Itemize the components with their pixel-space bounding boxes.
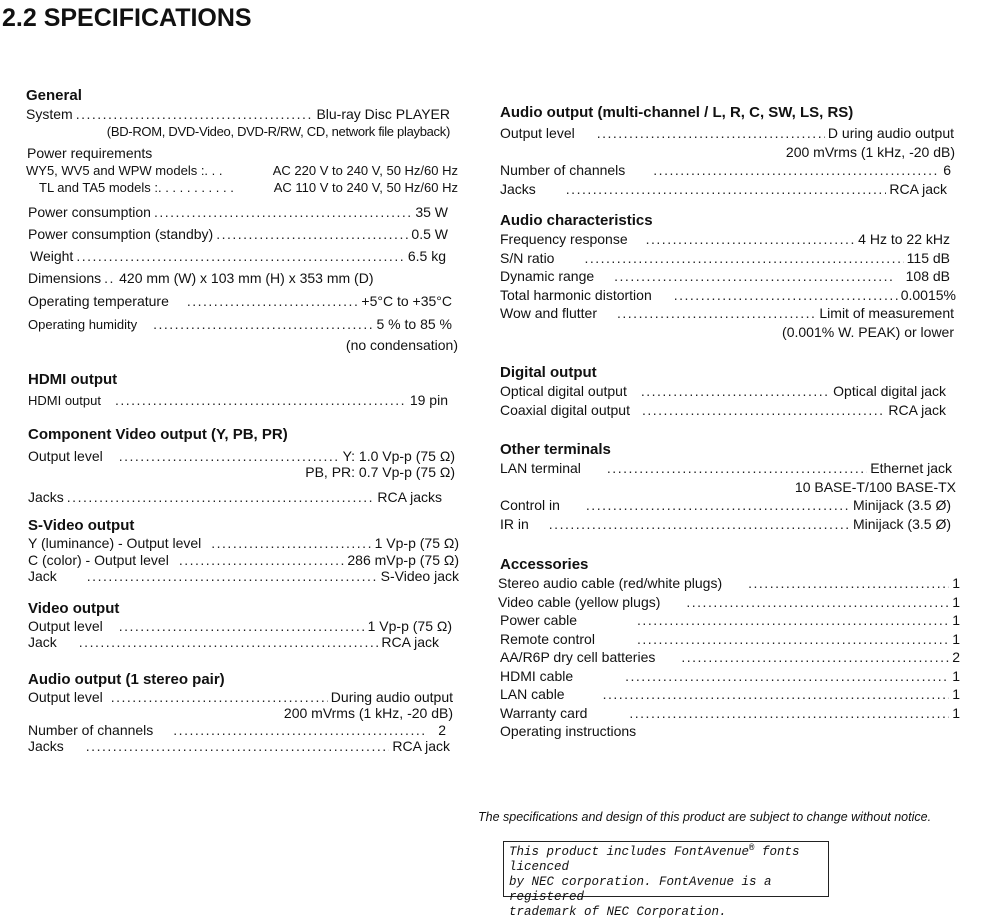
spec-row-standby [28,223,448,245]
spec-value: 1 [952,630,960,647]
spec-row-stereo-jacks [28,738,450,755]
spec-value: 1 [952,612,960,628]
spec-value: 0.0015% [900,286,956,303]
spec-value: 108 dB [905,268,950,284]
spec-value: +5°C to +35°C [361,293,452,309]
section-audio-stereo [28,670,460,755]
spec-value: 1 [952,575,960,591]
spec-row-wow [500,304,954,323]
spec-row-control-in [500,496,951,515]
spec-label: Coaxial digital output [500,401,630,418]
spec-value: 115 dB [906,249,950,266]
accessory-item [498,574,960,593]
spec-row-system [26,105,450,124]
spec-value: RCA jacks [377,488,442,505]
spec-value: 420 mm (W) x 103 mm (H) x 353 mm (D) [119,270,374,286]
spec-label: Power consumption [28,204,151,220]
spec-label: Power consumption (standby) [28,226,214,242]
accessory-item [500,667,960,686]
leader-dots [111,689,328,706]
leader-dots [641,382,830,401]
leader-dots [653,161,940,180]
spec-value: Blu-ray Disc PLAYER [316,106,450,122]
spec-label: IR in [500,515,529,532]
spec-row-multi-channels [500,161,951,180]
page-title: 2.2 SPECIFICATIONS [2,4,252,32]
spec-row-optical [500,382,946,401]
section-title-hdmi: HDMI output [28,370,118,388]
spec-label: Jacks [28,738,64,754]
section-title-svideo: S-Video output [28,517,135,534]
accessory-item: Operating instructions [500,723,637,739]
spec-value: RCA jack [889,180,947,197]
spec-row-thd [500,286,956,305]
power-requirements-label: Power requirements [27,145,153,161]
right-column [500,103,962,741]
section-svideo [28,516,460,585]
section-title-audio-characteristics: Audio characteristics [500,212,653,229]
spec-label: Number of channels [28,721,154,738]
spec-value: Limit of measurement [819,305,954,321]
spec-label: TL and TA5 models :. . . . . . . . . . . [39,180,234,195]
spec-continuation: (0.001% W. PEAK) or lower [782,323,954,340]
leader-dots [173,722,426,739]
leader-dots [686,593,949,612]
spec-value: 4 Hz to 22 kHz [858,231,950,247]
spec-continuation: PB, PR: 0.7 Vp-p (75 Ω) [305,464,455,480]
spec-row-video-level [28,618,452,635]
spec-label: HDMI cable [500,667,574,684]
spec-label: Y (luminance) - Output level [28,535,202,551]
spec-label: Control in [500,497,560,513]
leader-dots [607,459,867,478]
leader-dots [87,568,378,585]
spec-label: Operating temperature [28,293,169,309]
spec-continuation: (no condensation) [345,337,458,353]
leader-dots [549,515,850,534]
spec-value: Y: 1.0 Vp-p (75 Ω) [342,447,455,464]
accessory-item [500,648,960,667]
spec-continuation: 10 BASE-T/100 BASE-TX [794,478,956,495]
spec-row-dynamic-range [500,267,950,286]
leader-dots [187,290,359,313]
spec-continuation: 200 mVrms (1 kHz, -20 dB) [785,143,955,160]
spec-label: Power cable [500,612,578,628]
accessory-item [498,593,960,612]
general-details [28,201,460,355]
leader-dots [79,634,379,651]
spec-value: 35 W [415,204,448,220]
spec-row-stereo-level [28,689,453,706]
accessory-item [500,630,960,649]
spec-label: System [26,106,73,122]
leader-dots [637,630,949,649]
registered-mark: ® [749,842,755,853]
section-title-general: General [26,87,82,104]
spec-row-svideo-c [28,552,459,569]
accessory-item [500,685,960,704]
section-component [28,425,460,507]
accessory-item [500,611,960,630]
spec-label: Number of channels [500,162,626,178]
spec-row-video-jack [28,634,439,651]
spec-label: Output level [500,125,575,141]
spec-label: S/N ratio [500,249,555,266]
spec-row-component-jacks [28,488,442,507]
leader-dots [748,574,949,593]
spec-value: D uring audio output [827,125,954,141]
leader-dots [625,667,949,686]
spec-value: 1 [952,704,960,721]
spec-row-lan [500,459,952,478]
leader-dots [642,401,885,420]
credit-line [509,842,823,875]
leader-dots [566,180,887,199]
leader-dots [637,611,949,630]
spec-row-temperature [28,290,452,313]
spec-label: Dynamic range [500,268,595,284]
leader-dots [119,618,365,635]
spec-value: Minijack (3.5 Ø) [852,497,951,513]
section-general [26,86,460,196]
spec-value: S-Video jack [380,568,459,584]
spec-label: C (color) - Output level [28,551,169,568]
spec-label: Frequency response [500,231,628,247]
spec-continuation: 200 mVrms (1 kHz, -20 dB) [283,705,453,721]
spec-continuation: (BD-ROM, DVD-Video, DVD-R/RW, CD, network file playback) [106,123,450,139]
leader-dots [115,389,407,411]
leader-dots [603,685,950,704]
font-credit-box [503,841,829,919]
spec-value: 2 [438,721,446,738]
section-title-component: Component Video output (Y, PB, PR) [28,425,288,443]
spec-label: AA/R6P dry cell batteries [500,649,656,665]
leader-dots [76,105,314,124]
section-audio-characteristics [500,211,962,341]
spec-row-svideo-jack [28,568,459,585]
spec-value: 1 Vp-p (75 Ω) [367,617,452,634]
spec-label: LAN cable [500,686,565,702]
spec-label: Dimensions [28,270,102,286]
spec-row-power [28,201,448,223]
spec-value: 1 [952,667,960,684]
section-title-audio-multi: Audio output (multi-channel / L, R, C, SW, LS, RS) [500,104,854,121]
spec-label: Jack [28,568,57,584]
spec-row-frequency [500,230,950,249]
section-title-video: Video output [28,599,120,617]
spec-row-sn [500,249,950,268]
leader-dots [646,230,856,249]
section-hdmi [28,370,460,412]
spec-label: Jacks [500,180,536,197]
spec-label: WY5, WV5 and WPW models :. . . [26,163,223,178]
credit-text: fonts licenced [509,845,800,874]
spec-row-dimensions [28,267,455,290]
left-column [28,86,460,755]
leader-dots [211,535,371,552]
credit-text: This product includes FontAvenue [509,845,750,859]
spec-label: HDMI output [28,392,101,408]
spec-label: Output level [28,447,103,464]
spec-row-multi-jacks [500,180,947,199]
spec-value: 1 Vp-p (75 Ω) [374,535,459,551]
section-title-audio-stereo: Audio output (1 stereo pair) [28,670,225,688]
spec-row-ir-in [500,515,951,534]
spec-row-svideo-y [28,535,459,552]
spec-value: RCA jack [381,634,439,650]
spec-label: Wow and flutter [500,305,598,321]
spec-value: During audio output [330,688,453,705]
leader-dots [179,552,345,569]
leader-dots [674,286,898,305]
leader-dots [597,124,825,143]
spec-value: RCA jack [888,401,946,418]
spec-row-weight [28,245,446,267]
spec-row-hdmi [28,389,448,412]
spec-row-stereo-channels [28,722,446,739]
spec-value: 2 [952,649,960,665]
spec-label: Output level [28,688,103,705]
spec-value: 6.5 kg [407,248,446,264]
spec-value: Ethernet jack [870,460,952,476]
leader-dots [154,201,412,223]
leader-dots [104,267,116,290]
spec-value: 5 % to 85 % [376,316,452,332]
leader-dots [153,313,373,336]
spec-value: Optical digital jack [833,383,946,399]
spec-label: Weight [30,248,74,264]
section-title-digital: Digital output [500,364,597,381]
spec-row-coaxial [500,401,946,420]
spec-row-tl [26,179,458,196]
credit-line: by NEC corporation. FontAvenue is a registered [509,875,772,904]
section-accessories [500,555,962,741]
spec-row-multi-level [500,124,954,143]
section-title-accessories: Accessories [500,556,589,573]
spec-value: 1 [952,593,960,610]
spec-row-humidity [28,313,452,336]
spec-label: Warranty card [500,704,588,721]
spec-label: Output level [28,617,103,634]
spec-label: Jacks [28,488,64,505]
spec-row-wy5 [26,162,458,179]
section-digital [500,363,962,419]
change-notice: The specifications and design of this product are subject to change without notice. [478,810,932,824]
section-video [28,599,460,651]
spec-value: 0.5 W [411,226,448,242]
spec-label: Total harmonic distortion [500,286,652,303]
leader-dots [629,704,949,723]
spec-label: LAN terminal [500,460,581,476]
section-title-other-terminals: Other terminals [500,441,611,458]
spec-value: AC 110 V to 240 V, 50 Hz/60 Hz [273,180,458,195]
leader-dots [614,267,891,286]
spec-label: Operating humidity [28,317,138,332]
spec-label: Stereo audio cable (red/white plugs) [498,575,723,591]
spec-value: 6 [943,162,951,178]
spec-label: Video cable (yellow plugs) [498,593,661,610]
spec-value: 19 pin [409,391,448,408]
leader-dots [76,245,405,267]
spec-label: Optical digital output [500,383,627,399]
leader-dots [67,488,375,507]
leader-dots [216,223,408,245]
spec-label: Jack [28,634,57,650]
credit-line: trademark of NEC Corporation. [509,905,727,919]
section-audio-multi [500,103,962,198]
leader-dots [586,496,850,515]
accessory-item [500,704,960,723]
leader-dots [86,738,390,755]
spec-value: 1 [952,686,960,702]
spec-value: Minijack (3.5 Ø) [852,515,951,532]
leader-dots [584,249,903,268]
leader-dots [617,304,816,323]
section-other-terminals [500,440,962,533]
spec-value: 286 mVp-p (75 Ω) [347,551,459,568]
spec-value: RCA jack [392,738,450,754]
spec-value: AC 220 V to 240 V, 50 Hz/60 Hz [272,163,458,178]
spec-label: Remote control [500,630,595,647]
leader-dots [681,648,949,667]
